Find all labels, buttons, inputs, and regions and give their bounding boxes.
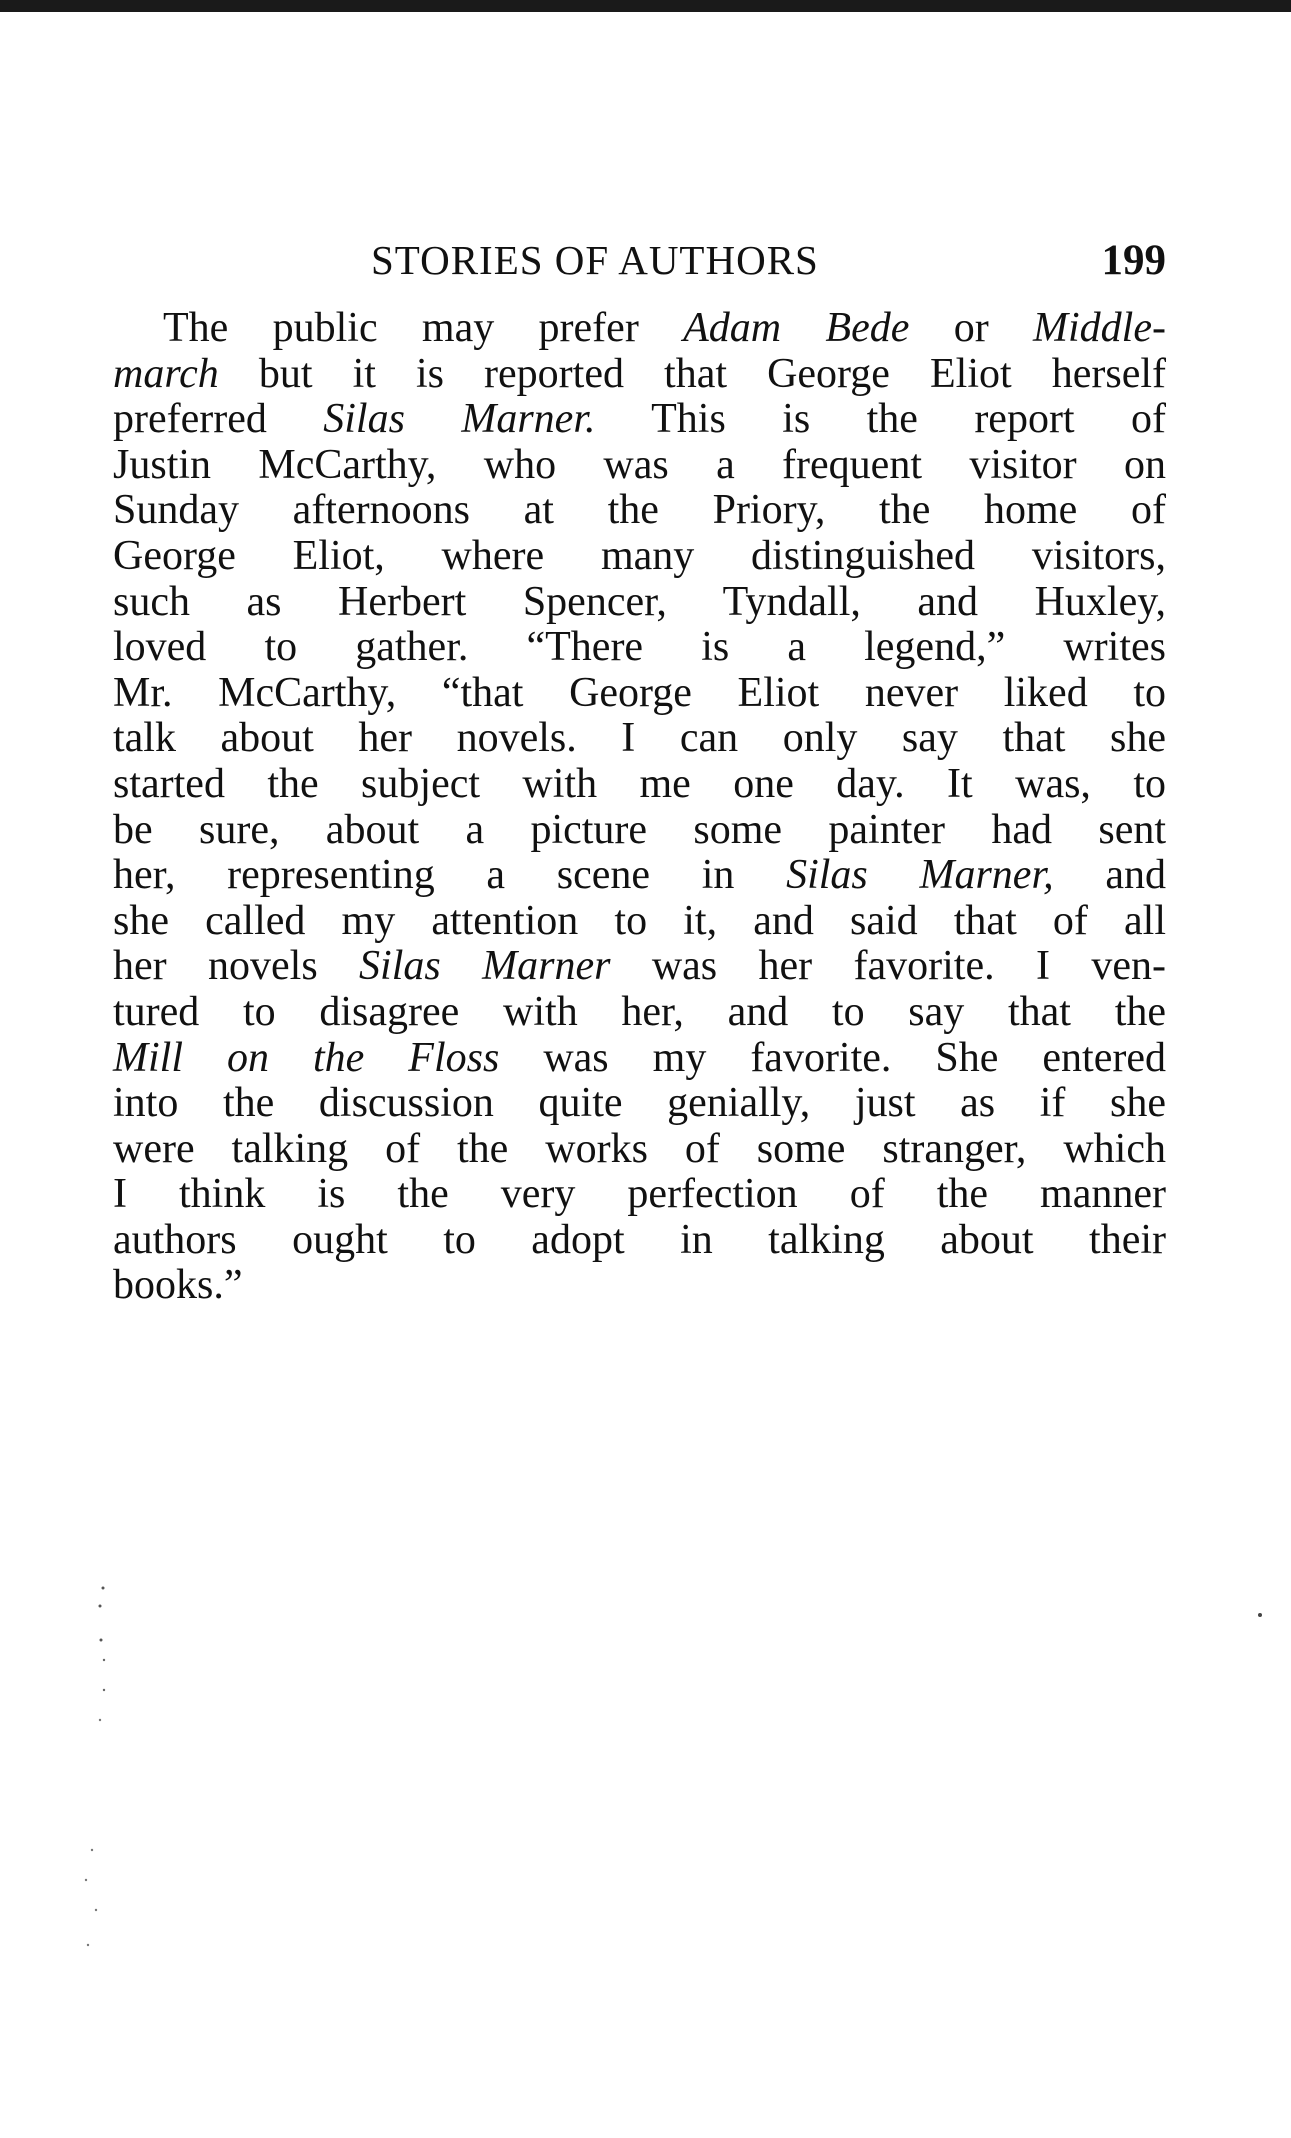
text-run: was my favorite. She entered <box>499 1034 1166 1081</box>
text-run: she called my attention to it, and said that of all <box>113 897 1166 944</box>
text-run: and <box>1053 852 1166 899</box>
text-line <box>113 306 1166 352</box>
italic-title-run: Adam Bede <box>683 305 910 351</box>
text-run: started the subject with me one day. It was, to <box>113 760 1166 807</box>
body-paragraph <box>113 306 1166 1309</box>
text-line <box>113 1218 1166 1264</box>
text-line <box>113 808 1166 854</box>
text-run: preferred <box>113 396 324 443</box>
text-run: her novels <box>113 943 360 990</box>
text-line <box>113 762 1166 808</box>
text-line <box>113 853 1166 899</box>
text-line <box>113 397 1166 443</box>
text-line <box>113 1036 1166 1082</box>
italic-title-run: Silas Marner. <box>323 396 596 443</box>
text-line <box>113 716 1166 762</box>
italic-title-run: Silas Marner <box>359 943 611 990</box>
text-line <box>113 671 1166 717</box>
text-line <box>113 443 1166 489</box>
text-run: talk about her novels. I can only say that she <box>113 715 1166 762</box>
text-line <box>113 625 1166 671</box>
text-run: This is the report of <box>595 396 1166 443</box>
text-run: but it is reported that George Eliot herself <box>218 350 1166 397</box>
text-run: Sunday afternoons at the Priory, the home of <box>113 487 1166 534</box>
text-run: Justin McCarthy, who was a frequent visitor on <box>113 441 1166 488</box>
italic-title-run: Middle- <box>1033 305 1166 351</box>
italic-title-run: Silas Marner, <box>786 852 1054 899</box>
text-run: loved to gather. “There is a legend,” writes <box>113 624 1166 671</box>
page-top-edge <box>0 0 1291 12</box>
italic-title-run: Mill on the Floss <box>113 1034 500 1081</box>
page-number: 199 <box>1101 237 1166 284</box>
text-run: were talking of the works of some stranger, which <box>113 1125 1166 1172</box>
text-line <box>113 534 1166 580</box>
text-run: George Eliot, where many distinguished visitors, <box>113 532 1166 579</box>
text-run: The public may prefer <box>163 305 684 351</box>
text-line <box>113 1127 1166 1173</box>
text-run: Mr. McCarthy, “that George Eliot never liked to <box>113 669 1166 716</box>
italic-title-run: march <box>113 350 219 397</box>
text-line <box>113 990 1166 1036</box>
text-run: books.” <box>113 1262 243 1309</box>
running-head <box>113 232 1166 292</box>
text-run: I think is the very perfection of the manner <box>113 1171 1166 1218</box>
text-line <box>113 1081 1166 1127</box>
text-run: into the discussion quite genially, just as if she <box>113 1080 1166 1127</box>
text-line <box>113 899 1166 945</box>
running-title: STORIES OF AUTHORS <box>371 237 819 283</box>
text-line <box>113 1172 1166 1218</box>
text-run: her, representing a scene in <box>113 852 787 899</box>
text-line <box>113 944 1166 990</box>
book-page <box>113 232 1166 1309</box>
text-line <box>113 488 1166 534</box>
text-run: be sure, about a picture some painter had sent <box>113 806 1166 853</box>
text-run: was her favorite. I ven- <box>610 943 1166 990</box>
text-line <box>113 580 1166 626</box>
text-run: tured to disagree with her, and to say that the <box>113 988 1166 1035</box>
text-line <box>113 1263 1166 1309</box>
text-run: or <box>909 305 1034 351</box>
text-run: authors ought to adopt in talking about their <box>113 1216 1166 1263</box>
text-line <box>113 352 1166 398</box>
text-run: such as Herbert Spencer, Tyndall, and Huxley, <box>113 578 1166 625</box>
